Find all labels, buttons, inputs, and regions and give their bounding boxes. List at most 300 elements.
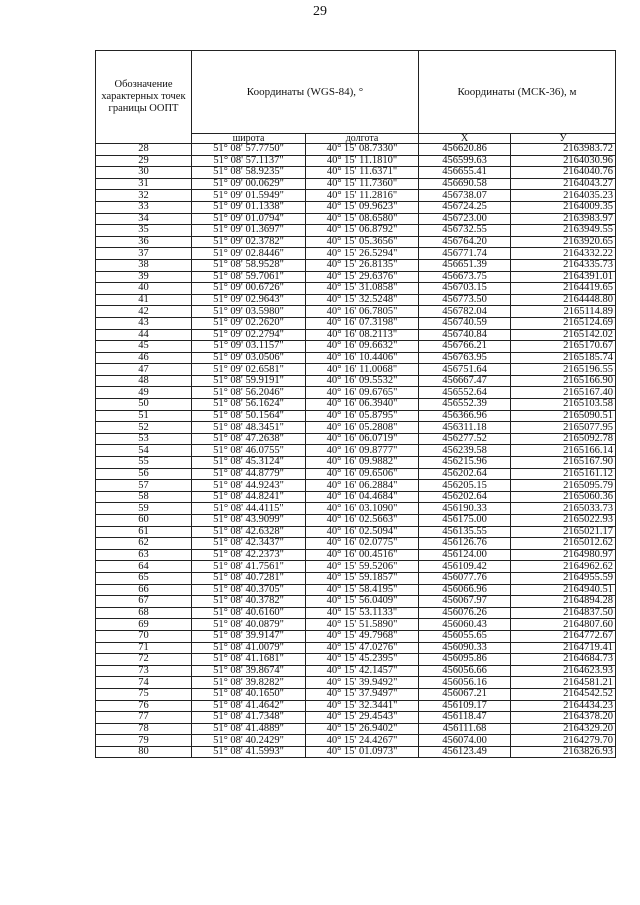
latitude-cell: 51° 08' 43.9099" [192,515,306,527]
table-row [96,746,616,758]
y-cell: 2164332.22 [511,248,616,260]
point-number-cell: 54 [96,445,192,457]
table-row [96,387,616,399]
y-cell: 2165114.89 [511,306,616,318]
point-number-cell: 72 [96,654,192,666]
longitude-cell: 40° 15' 47.0276" [306,642,419,654]
y-cell: 2165090.51 [511,410,616,422]
table-row [96,410,616,422]
x-cell: 456202.64 [419,468,511,480]
y-cell: 2163826.93 [511,746,616,758]
latitude-cell: 51° 08' 40.1650" [192,688,306,700]
y-cell: 2163983.97 [511,213,616,225]
point-number-cell: 62 [96,538,192,550]
longitude-cell: 40° 15' 11.1810" [306,155,419,167]
longitude-cell: 40° 16' 09.9882" [306,457,419,469]
point-number-cell: 43 [96,317,192,329]
table-row [96,190,616,202]
latitude-cell: 51° 08' 40.2429" [192,735,306,747]
point-number-cell: 30 [96,167,192,179]
longitude-cell: 40° 15' 09.9623" [306,201,419,213]
latitude-cell: 51° 08' 59.7061" [192,271,306,283]
latitude-cell: 51° 08' 41.4889" [192,723,306,735]
latitude-cell: 51° 08' 56.2046" [192,387,306,399]
y-cell: 2164719.41 [511,642,616,654]
y-cell: 2164894.28 [511,596,616,608]
latitude-cell: 51° 08' 41.0079" [192,642,306,654]
x-cell: 456126.76 [419,538,511,550]
latitude-cell: 51° 08' 58.9235" [192,167,306,179]
latitude-cell: 51° 08' 40.3782" [192,596,306,608]
latitude-cell: 51° 09' 02.6581" [192,364,306,376]
longitude-cell: 40° 15' 49.7968" [306,630,419,642]
y-cell: 2165060.36 [511,491,616,503]
y-cell: 2164772.67 [511,630,616,642]
y-cell: 2165142.02 [511,329,616,341]
x-cell: 456060.43 [419,619,511,631]
y-cell: 2164335.73 [511,259,616,271]
point-number-cell: 46 [96,352,192,364]
latitude-cell: 51° 08' 40.7281" [192,572,306,584]
header-latitude: широта [192,134,306,144]
longitude-cell: 40° 16' 02.0775" [306,538,419,550]
longitude-cell: 40° 16' 02.5663" [306,515,419,527]
latitude-cell: 51° 09' 03.5980" [192,306,306,318]
longitude-cell: 40° 15' 11.6371" [306,167,419,179]
latitude-cell: 51° 08' 50.1564" [192,410,306,422]
table-row [96,433,616,445]
table-row [96,526,616,538]
y-cell: 2164391.01 [511,271,616,283]
point-number-cell: 50 [96,399,192,411]
latitude-cell: 51° 08' 48.3451" [192,422,306,434]
x-cell: 456766.21 [419,341,511,353]
table-row [96,515,616,527]
header-point-designation: Обозначение характерных точек границы ООПТ [96,51,192,144]
longitude-cell: 40° 15' 24.4267" [306,735,419,747]
table-row [96,735,616,747]
x-cell: 456215.96 [419,457,511,469]
y-cell: 2165022.93 [511,515,616,527]
longitude-cell: 40° 16' 04.4684" [306,491,419,503]
y-cell: 2164542.52 [511,688,616,700]
latitude-cell: 51° 09' 02.2794" [192,329,306,341]
header-wgs84: Координаты (WGS-84), ° [192,51,419,134]
point-number-cell: 73 [96,665,192,677]
header-y: У [511,134,616,144]
latitude-cell: 51° 08' 41.7348" [192,712,306,724]
longitude-cell: 40° 16' 10.4406" [306,352,419,364]
y-cell: 2163983.72 [511,144,616,156]
y-cell: 2164581.21 [511,677,616,689]
longitude-cell: 40° 15' 42.1457" [306,665,419,677]
longitude-cell: 40° 15' 53.1133" [306,607,419,619]
table-row [96,144,616,156]
longitude-cell: 40° 16' 07.3198" [306,317,419,329]
x-cell: 456552.39 [419,399,511,411]
y-cell: 2163949.55 [511,225,616,237]
x-cell: 456771.74 [419,248,511,260]
x-cell: 456067.21 [419,688,511,700]
coordinates-table [95,50,616,758]
x-cell: 456109.17 [419,700,511,712]
y-cell: 2165077.95 [511,422,616,434]
x-cell: 456740.59 [419,317,511,329]
x-cell: 456277.52 [419,433,511,445]
latitude-cell: 51° 08' 39.8282" [192,677,306,689]
x-cell: 456599.63 [419,155,511,167]
x-cell: 456118.47 [419,712,511,724]
y-cell: 2164434.23 [511,700,616,712]
y-cell: 2165167.90 [511,457,616,469]
longitude-cell: 40° 16' 09.6506" [306,468,419,480]
point-number-cell: 40 [96,283,192,295]
table-row [96,630,616,642]
latitude-cell: 51° 09' 01.0794" [192,213,306,225]
latitude-cell: 51° 08' 39.8674" [192,665,306,677]
y-cell: 2165095.79 [511,480,616,492]
y-cell: 2165124.69 [511,317,616,329]
x-cell: 456773.50 [419,294,511,306]
point-number-cell: 34 [96,213,192,225]
table-row [96,178,616,190]
longitude-cell: 40° 15' 08.7330" [306,144,419,156]
x-cell: 456366.96 [419,410,511,422]
longitude-cell: 40° 15' 59.5206" [306,561,419,573]
y-cell: 2164035.23 [511,190,616,202]
point-number-cell: 61 [96,526,192,538]
y-cell: 2164378.20 [511,712,616,724]
latitude-cell: 51° 08' 39.9147" [192,630,306,642]
longitude-cell: 40° 15' 01.0973" [306,746,419,758]
point-number-cell: 58 [96,491,192,503]
y-cell: 2165167.40 [511,387,616,399]
point-number-cell: 41 [96,294,192,306]
latitude-cell: 51° 08' 56.1624" [192,399,306,411]
table-row [96,317,616,329]
longitude-cell: 40° 16' 06.0719" [306,433,419,445]
longitude-cell: 40° 16' 11.0068" [306,364,419,376]
longitude-cell: 40° 16' 09.5532" [306,375,419,387]
latitude-cell: 51° 08' 46.0755" [192,445,306,457]
table-row [96,225,616,237]
x-cell: 456077.76 [419,572,511,584]
y-cell: 2164030.96 [511,155,616,167]
latitude-cell: 51° 09' 03.1157" [192,341,306,353]
y-cell: 2164955.59 [511,572,616,584]
longitude-cell: 40° 16' 06.2884" [306,480,419,492]
table-row [96,201,616,213]
x-cell: 456239.58 [419,445,511,457]
point-number-cell: 70 [96,630,192,642]
table-row [96,213,616,225]
longitude-cell: 40° 15' 26.9402" [306,723,419,735]
x-cell: 456673.75 [419,271,511,283]
point-number-cell: 78 [96,723,192,735]
x-cell: 456124.00 [419,549,511,561]
longitude-cell: 40° 16' 06.3940" [306,399,419,411]
x-cell: 456175.00 [419,515,511,527]
x-cell: 456763.95 [419,352,511,364]
table-row [96,271,616,283]
longitude-cell: 40° 15' 11.2816" [306,190,419,202]
y-cell: 2164962.62 [511,561,616,573]
longitude-cell: 40° 16' 08.2113" [306,329,419,341]
x-cell: 456067.97 [419,596,511,608]
x-cell: 456620.86 [419,144,511,156]
latitude-cell: 51° 09' 02.9643" [192,294,306,306]
longitude-cell: 40° 15' 11.7360" [306,178,419,190]
table-row [96,642,616,654]
table-row [96,399,616,411]
y-cell: 2165166.14 [511,445,616,457]
table-row [96,375,616,387]
table-row [96,503,616,515]
x-cell: 456311.18 [419,422,511,434]
point-number-cell: 69 [96,619,192,631]
latitude-cell: 51° 08' 47.2638" [192,433,306,445]
y-cell: 2163920.65 [511,236,616,248]
x-cell: 456655.41 [419,167,511,179]
x-cell: 456055.65 [419,630,511,642]
point-number-cell: 65 [96,572,192,584]
x-cell: 456135.55 [419,526,511,538]
longitude-cell: 40° 15' 45.2395" [306,654,419,666]
y-cell: 2165166.90 [511,375,616,387]
latitude-cell: 51° 08' 45.3124" [192,457,306,469]
table-row [96,155,616,167]
x-cell: 456202.64 [419,491,511,503]
point-number-cell: 63 [96,549,192,561]
table-row [96,352,616,364]
table-row [96,341,616,353]
table-row [96,596,616,608]
latitude-cell: 51° 09' 00.0629" [192,178,306,190]
latitude-cell: 51° 08' 42.6328" [192,526,306,538]
longitude-cell: 40° 15' 26.8135" [306,259,419,271]
y-cell: 2164980.97 [511,549,616,561]
table-row [96,665,616,677]
y-cell: 2164684.73 [511,654,616,666]
y-cell: 2165021.17 [511,526,616,538]
point-number-cell: 75 [96,688,192,700]
table-row [96,329,616,341]
table-row [96,294,616,306]
longitude-cell: 40° 16' 09.6632" [306,341,419,353]
y-cell: 2165012.62 [511,538,616,550]
longitude-cell: 40° 15' 26.5294" [306,248,419,260]
x-cell: 456740.84 [419,329,511,341]
point-number-cell: 59 [96,503,192,515]
longitude-cell: 40° 15' 39.9492" [306,677,419,689]
point-number-cell: 57 [96,480,192,492]
table-row [96,561,616,573]
x-cell: 456667.47 [419,375,511,387]
table-row [96,306,616,318]
latitude-cell: 51° 08' 44.9243" [192,480,306,492]
point-number-cell: 68 [96,607,192,619]
x-cell: 456095.86 [419,654,511,666]
x-cell: 456090.33 [419,642,511,654]
longitude-cell: 40° 15' 29.4543" [306,712,419,724]
x-cell: 456074.00 [419,735,511,747]
point-number-cell: 79 [96,735,192,747]
longitude-cell: 40° 15' 06.8792" [306,225,419,237]
y-cell: 2165033.73 [511,503,616,515]
point-number-cell: 48 [96,375,192,387]
table-row [96,468,616,480]
point-number-cell: 37 [96,248,192,260]
x-cell: 456109.42 [419,561,511,573]
table-row [96,236,616,248]
point-number-cell: 33 [96,201,192,213]
table-row [96,688,616,700]
table-row [96,607,616,619]
table-row [96,654,616,666]
longitude-cell: 40° 15' 31.0858" [306,283,419,295]
point-number-cell: 76 [96,700,192,712]
latitude-cell: 51° 09' 02.8446" [192,248,306,260]
longitude-cell: 40° 16' 02.5094" [306,526,419,538]
x-cell: 456703.15 [419,283,511,295]
point-number-cell: 77 [96,712,192,724]
table-row [96,457,616,469]
y-cell: 2165103.58 [511,399,616,411]
x-cell: 456751.64 [419,364,511,376]
y-cell: 2164040.76 [511,167,616,179]
y-cell: 2164837.50 [511,607,616,619]
table-row [96,549,616,561]
point-number-cell: 44 [96,329,192,341]
header-msk36: Координаты (МСК-36), м [419,51,616,134]
table-body [96,144,616,758]
table-row [96,619,616,631]
latitude-cell: 51° 08' 41.5993" [192,746,306,758]
point-number-cell: 56 [96,468,192,480]
header-x: X [419,134,511,144]
latitude-cell: 51° 08' 44.4115" [192,503,306,515]
latitude-cell: 51° 09' 01.1338" [192,201,306,213]
point-number-cell: 51 [96,410,192,422]
point-number-cell: 80 [96,746,192,758]
y-cell: 2165185.74 [511,352,616,364]
y-cell: 2165161.12 [511,468,616,480]
y-cell: 2165092.78 [511,433,616,445]
latitude-cell: 51° 09' 01.5949" [192,190,306,202]
longitude-cell: 40° 16' 05.8795" [306,410,419,422]
y-cell: 2164807.60 [511,619,616,631]
point-number-cell: 32 [96,190,192,202]
x-cell: 456552.64 [419,387,511,399]
point-number-cell: 28 [96,144,192,156]
table-row [96,712,616,724]
x-cell: 456723.00 [419,213,511,225]
longitude-cell: 40° 16' 06.7805" [306,306,419,318]
point-number-cell: 60 [96,515,192,527]
longitude-cell: 40° 15' 29.6376" [306,271,419,283]
y-cell: 2165170.67 [511,341,616,353]
latitude-cell: 51° 08' 57.7750" [192,144,306,156]
x-cell: 456123.49 [419,746,511,758]
point-number-cell: 66 [96,584,192,596]
y-cell: 2164043.27 [511,178,616,190]
x-cell: 456782.04 [419,306,511,318]
table-row [96,572,616,584]
table-row [96,248,616,260]
table-row [96,167,616,179]
point-number-cell: 55 [96,457,192,469]
point-number-cell: 52 [96,422,192,434]
x-cell: 456056.66 [419,665,511,677]
longitude-cell: 40° 16' 05.2808" [306,422,419,434]
x-cell: 456764.20 [419,236,511,248]
longitude-cell: 40° 15' 32.3441" [306,700,419,712]
table-row [96,584,616,596]
longitude-cell: 40° 15' 05.3656" [306,236,419,248]
point-number-cell: 35 [96,225,192,237]
latitude-cell: 51° 08' 57.1137" [192,155,306,167]
point-number-cell: 64 [96,561,192,573]
latitude-cell: 51° 08' 44.8241" [192,491,306,503]
point-number-cell: 53 [96,433,192,445]
point-number-cell: 71 [96,642,192,654]
latitude-cell: 51° 08' 59.9191" [192,375,306,387]
table-row [96,491,616,503]
y-cell: 2164623.93 [511,665,616,677]
latitude-cell: 51° 08' 42.3437" [192,538,306,550]
point-number-cell: 36 [96,236,192,248]
x-cell: 456732.55 [419,225,511,237]
table-row [96,283,616,295]
page-number: 29 [313,4,327,19]
x-cell: 456076.26 [419,607,511,619]
table-row [96,480,616,492]
latitude-cell: 51° 08' 41.7561" [192,561,306,573]
point-number-cell: 42 [96,306,192,318]
point-number-cell: 74 [96,677,192,689]
point-number-cell: 39 [96,271,192,283]
x-cell: 456111.68 [419,723,511,735]
table-row [96,422,616,434]
longitude-cell: 40° 16' 03.1090" [306,503,419,515]
x-cell: 456190.33 [419,503,511,515]
table-row [96,700,616,712]
point-number-cell: 45 [96,341,192,353]
point-number-cell: 29 [96,155,192,167]
latitude-cell: 51° 09' 00.6726" [192,283,306,295]
latitude-cell: 51° 09' 02.2620" [192,317,306,329]
latitude-cell: 51° 08' 42.2373" [192,549,306,561]
header-longitude: долгота [306,134,419,144]
longitude-cell: 40° 15' 59.1857" [306,572,419,584]
y-cell: 2164419.65 [511,283,616,295]
table-row [96,538,616,550]
latitude-cell: 51° 08' 40.0879" [192,619,306,631]
latitude-cell: 51° 08' 40.3705" [192,584,306,596]
latitude-cell: 51° 09' 01.3697" [192,225,306,237]
latitude-cell: 51° 08' 40.6160" [192,607,306,619]
latitude-cell: 51° 08' 41.4642" [192,700,306,712]
point-number-cell: 67 [96,596,192,608]
longitude-cell: 40° 16' 09.8777" [306,445,419,457]
x-cell: 456738.07 [419,190,511,202]
longitude-cell: 40° 16' 09.6765" [306,387,419,399]
y-cell: 2164279.70 [511,735,616,747]
x-cell: 456056.16 [419,677,511,689]
x-cell: 456724.25 [419,201,511,213]
point-number-cell: 49 [96,387,192,399]
latitude-cell: 51° 08' 44.8779" [192,468,306,480]
